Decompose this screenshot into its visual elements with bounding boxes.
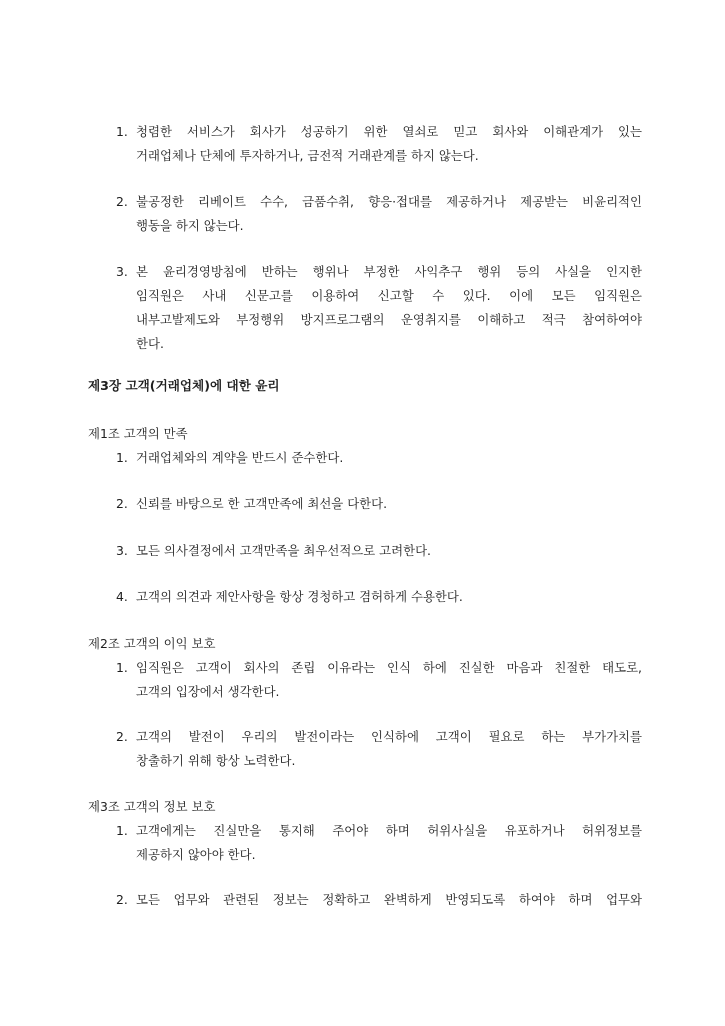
list-item-line: 거래업체나 단체에 투자하거나, 금전적 거래관계를 하지 않는다. xyxy=(136,148,479,163)
article-title: 제1조 고객의 만족 xyxy=(88,426,188,441)
list-item-line: 불공정한 리베이트 수수, 금품수취, 향응·접대를 제공하거나 제공받는 비윤리적인 xyxy=(136,194,642,209)
list-item-number: 2. xyxy=(116,892,128,907)
list-item-line: 행동을 하지 않는다. xyxy=(136,218,244,233)
list-item-number: 1. xyxy=(116,660,128,675)
article-title: 제2조 고객의 이익 보호 xyxy=(88,636,216,651)
list-item-number: 2. xyxy=(116,729,128,744)
list-item-number: 3. xyxy=(116,543,128,558)
list-item-number: 1. xyxy=(116,823,128,838)
list-item-line: 청렴한 서비스가 회사가 성공하기 위한 열쇠로 믿고 회사와 이해관계가 있는 xyxy=(136,124,642,139)
list-item-line: 고객의 의견과 제안사항을 항상 경청하고 겸허하게 수용한다. xyxy=(136,589,463,604)
list-item-line: 거래업체와의 계약을 반드시 준수한다. xyxy=(136,450,344,465)
list-item-line: 고객의 발전이 우리의 발전이라는 인식하에 고객이 필요로 하는 부가가치를 xyxy=(136,729,642,744)
list-item-line: 내부고발제도와 부정행위 방지프로그램의 운영취지를 이해하고 적극 참여하여야 xyxy=(136,312,642,327)
list-item-line: 제공하지 않아야 한다. xyxy=(136,847,256,862)
list-item-number: 4. xyxy=(116,589,128,604)
list-item-number: 2. xyxy=(116,496,128,511)
list-item-line: 한다. xyxy=(136,336,164,351)
list-item-line: 모든 업무와 관련된 정보는 정확하고 완벽하게 반영되도록 하여야 하며 업무와 xyxy=(136,892,642,907)
list-item-line: 창출하기 위해 항상 노력한다. xyxy=(136,753,296,768)
list-item-number: 2. xyxy=(116,194,128,209)
list-item-line: 고객에게는 진실만을 통지해 주어야 하며 허위사실을 유포하거나 허위정보를 xyxy=(136,823,642,838)
list-item-line: 고객의 입장에서 생각한다. xyxy=(136,684,280,699)
list-item-line: 본 윤리경영방침에 반하는 행위나 부정한 사익추구 행위 등의 사실을 인지한 xyxy=(136,264,642,279)
list-item-line: 임직원은 고객이 회사의 존립 이유라는 인식 하에 진실한 마음과 친절한 태도로, xyxy=(136,660,642,675)
list-item-number: 3. xyxy=(116,264,128,279)
chapter-heading: 제3장 고객(거래업체)에 대한 윤리 xyxy=(88,378,280,393)
list-item-line: 임직원은 사내 신문고를 이용하여 신고할 수 있다. 이에 모든 임직원은 xyxy=(136,288,642,303)
list-item-number: 1. xyxy=(116,124,128,139)
list-item-number: 1. xyxy=(116,450,128,465)
article-title: 제3조 고객의 정보 보호 xyxy=(88,799,216,814)
list-item-line: 신뢰를 바탕으로 한 고객만족에 최선을 다한다. xyxy=(136,496,388,511)
list-item-line: 모든 의사결정에서 고객만족을 최우선적으로 고려한다. xyxy=(136,543,431,558)
